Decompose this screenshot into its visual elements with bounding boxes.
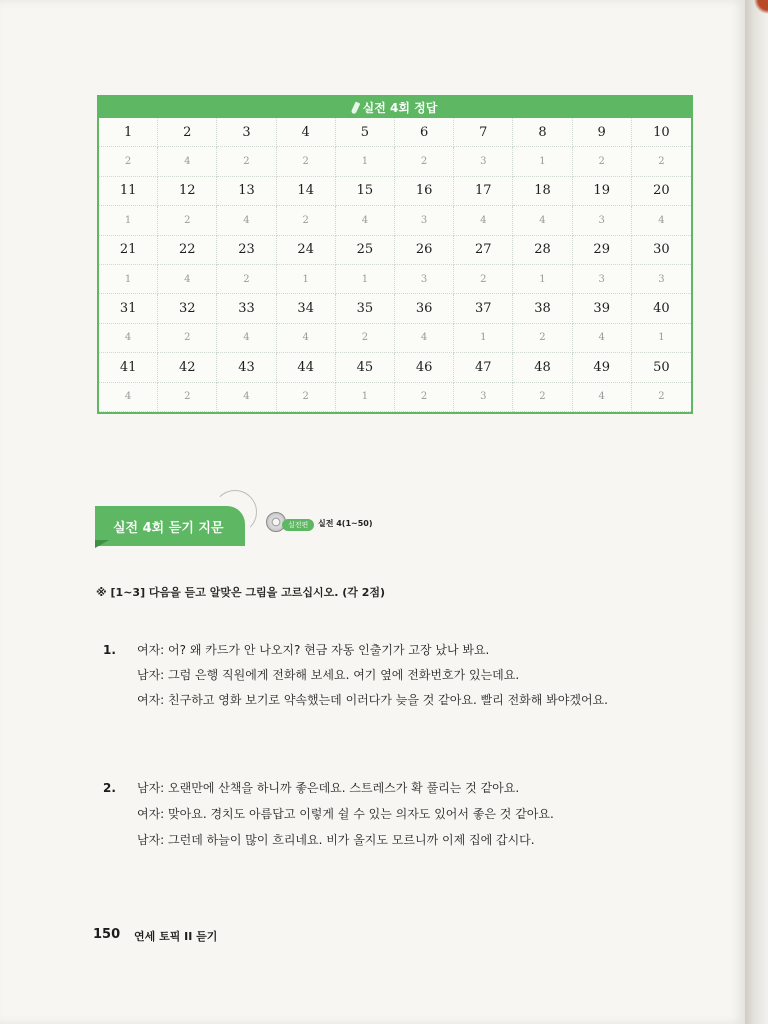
question-number-cell: 2 (158, 118, 217, 147)
question-number-cell: 29 (573, 236, 632, 265)
answer-cell: 2 (632, 147, 691, 176)
question-number-cell: 21 (99, 236, 158, 265)
question-number-cell: 9 (573, 118, 632, 147)
answer-cell: 4 (454, 206, 513, 235)
question-number-cell: 6 (395, 118, 454, 147)
question-number-cell: 35 (336, 294, 395, 323)
question-number-cell: 38 (513, 294, 572, 323)
answer-cell: 1 (336, 383, 395, 412)
section-banner-title: 실전 4회 듣기 지문 (113, 520, 224, 536)
answer-cell: 4 (513, 206, 572, 235)
answer-cell: 4 (217, 324, 276, 353)
question-number-cell: 23 (217, 236, 276, 265)
answer-cell: 2 (513, 324, 572, 353)
question-number-cell: 4 (277, 118, 336, 147)
question-number-cell: 7 (454, 118, 513, 147)
answer-cell: 3 (454, 147, 513, 176)
answer-cell: 2 (277, 147, 336, 176)
question-number-cell: 3 (217, 118, 276, 147)
question-number-cell: 44 (277, 353, 336, 382)
answer-cell: 1 (454, 324, 513, 353)
question-number-cell: 48 (513, 353, 572, 382)
book-title: 연세 토픽 II 듣기 (134, 930, 218, 943)
question-number-cell: 36 (395, 294, 454, 323)
answer-cell: 2 (632, 383, 691, 412)
answer-cell: 3 (395, 265, 454, 294)
answer-cell: 4 (99, 324, 158, 353)
question-number-cell: 27 (454, 236, 513, 265)
question-number-cell: 25 (336, 236, 395, 265)
question-number-cell: 31 (99, 294, 158, 323)
answer-cell: 4 (277, 324, 336, 353)
question-number-cell: 12 (158, 177, 217, 206)
answer-cell: 4 (573, 324, 632, 353)
answer-cell: 1 (99, 265, 158, 294)
dialogue-2-line-3: 남자: 그런데 하늘이 많이 흐리네요. 비가 올지도 모르니까 이제 집에 갑시다. (137, 833, 535, 847)
answer-cell: 3 (454, 383, 513, 412)
answer-cell: 4 (158, 147, 217, 176)
answer-cell: 2 (573, 147, 632, 176)
answer-cell: 2 (513, 383, 572, 412)
question-number-cell: 15 (336, 177, 395, 206)
answer-cell: 2 (395, 147, 454, 176)
page-edge (745, 0, 768, 1024)
answer-cell: 1 (336, 147, 395, 176)
answer-cell: 2 (277, 383, 336, 412)
section-banner (95, 506, 245, 546)
track-badge: 실전편 (282, 519, 314, 531)
question-number-cell: 18 (513, 177, 572, 206)
question-number-cell: 42 (158, 353, 217, 382)
question-number-cell: 8 (513, 118, 572, 147)
dialogue-2-line-1: 남자: 오랜만에 산책을 하니까 좋은데요. 스트레스가 확 풀리는 것 같아요. (137, 781, 520, 795)
question-number-cell: 40 (632, 294, 691, 323)
answer-cell: 2 (217, 265, 276, 294)
question-number-cell: 13 (217, 177, 276, 206)
question-number-cell: 50 (632, 353, 691, 382)
track-label: 실전 4(1~50) (318, 519, 373, 528)
answer-table (97, 95, 693, 414)
question-number-cell: 22 (158, 236, 217, 265)
question-number-cell: 37 (454, 294, 513, 323)
question-number-cell: 34 (277, 294, 336, 323)
answer-cell: 2 (99, 147, 158, 176)
answer-cell: 2 (158, 383, 217, 412)
answer-cell: 1 (513, 147, 572, 176)
answer-cell: 2 (217, 147, 276, 176)
question-number-cell: 33 (217, 294, 276, 323)
question-number-cell: 11 (99, 177, 158, 206)
answer-cell: 4 (395, 324, 454, 353)
answer-cell: 2 (158, 324, 217, 353)
question-instruction: ※ [1~3] 다음을 듣고 알맞은 그림을 고르십시오. (각 2점) (96, 586, 386, 599)
dialogue-1-line-3: 여자: 친구하고 영화 보기로 약속했는데 이러다가 늦을 것 같아요. 빨리 전화해 봐야겠어요. (137, 693, 608, 707)
book-corner (746, 0, 768, 22)
answer-cell: 4 (217, 383, 276, 412)
question-number-cell: 16 (395, 177, 454, 206)
question-number-cell: 47 (454, 353, 513, 382)
answer-cell: 4 (158, 265, 217, 294)
answer-cell: 4 (336, 206, 395, 235)
question-number-cell: 28 (513, 236, 572, 265)
answer-cell: 1 (99, 206, 158, 235)
answer-cell: 4 (632, 206, 691, 235)
question-number-2: 2. (103, 781, 116, 795)
question-number-1: 1. (103, 643, 116, 657)
answer-cell: 2 (395, 383, 454, 412)
answer-cell: 3 (395, 206, 454, 235)
question-number-cell: 32 (158, 294, 217, 323)
dialogue-2-line-2: 여자: 맞아요. 경치도 아름답고 이렇게 쉴 수 있는 의자도 있어서 좋은 것 같아요. (137, 807, 554, 821)
question-number-cell: 14 (277, 177, 336, 206)
answer-cell: 2 (336, 324, 395, 353)
question-number-cell: 26 (395, 236, 454, 265)
dialogue-1-line-1: 여자: 어? 왜 카드가 안 나오지? 현금 자동 인출기가 고장 났나 봐요. (137, 643, 490, 657)
question-number-cell: 24 (277, 236, 336, 265)
answer-cell: 3 (632, 265, 691, 294)
answer-grid (99, 118, 691, 412)
question-number-cell: 19 (573, 177, 632, 206)
answer-cell: 3 (573, 206, 632, 235)
pencil-icon (350, 101, 360, 114)
banner-fold (95, 540, 109, 548)
answer-cell: 2 (158, 206, 217, 235)
question-number-cell: 41 (99, 353, 158, 382)
question-number-cell: 49 (573, 353, 632, 382)
answer-table-title: 실전 4회 정답 (362, 101, 438, 115)
question-number-cell: 1 (99, 118, 158, 147)
question-number-cell: 45 (336, 353, 395, 382)
answer-cell: 1 (513, 265, 572, 294)
question-number-cell: 46 (395, 353, 454, 382)
answer-cell: 2 (454, 265, 513, 294)
answer-cell: 2 (277, 206, 336, 235)
answer-cell: 3 (573, 265, 632, 294)
question-number-cell: 5 (336, 118, 395, 147)
answer-cell: 1 (632, 324, 691, 353)
question-number-cell: 30 (632, 236, 691, 265)
question-number-cell: 39 (573, 294, 632, 323)
question-number-cell: 43 (217, 353, 276, 382)
page-number: 150 (93, 927, 121, 942)
answer-cell: 1 (277, 265, 336, 294)
answer-table-header (99, 97, 691, 118)
question-number-cell: 20 (632, 177, 691, 206)
answer-cell: 4 (217, 206, 276, 235)
answer-cell: 4 (99, 383, 158, 412)
question-number-cell: 17 (454, 177, 513, 206)
question-number-cell: 10 (632, 118, 691, 147)
answer-cell: 1 (336, 265, 395, 294)
answer-cell: 4 (573, 383, 632, 412)
dialogue-1-line-2: 남자: 그럼 은행 직원에게 전화해 보세요. 여기 옆에 전화번호가 있는데요. (137, 668, 520, 682)
